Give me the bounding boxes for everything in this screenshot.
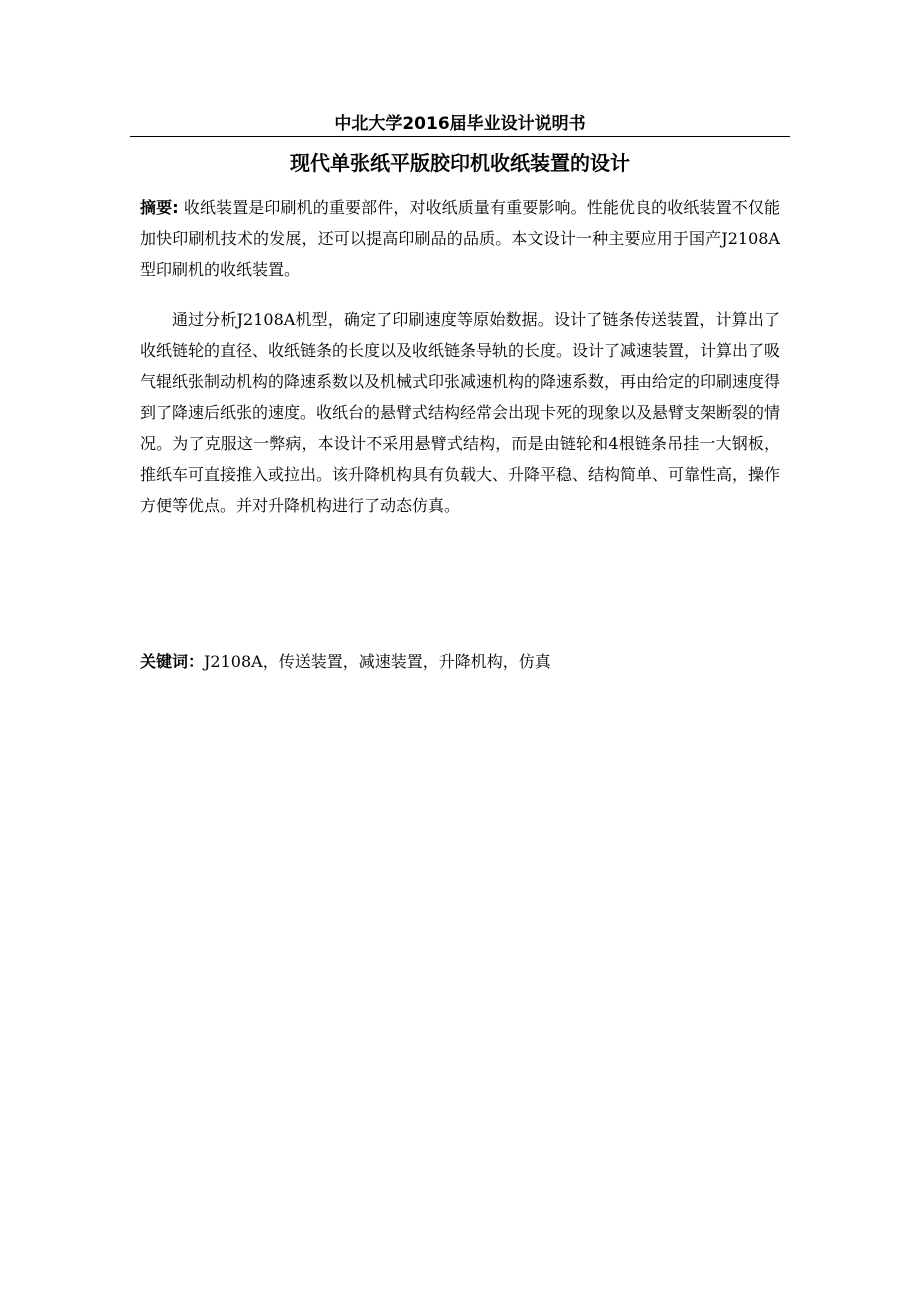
- keywords-label: 关键词：: [140, 652, 205, 671]
- abstract-label: 摘要:: [140, 198, 179, 217]
- abstract-text: 收纸装置是印刷机的重要部件，对收纸质量有重要影响。性能优良的收纸装置不仅能加快印刷机技术的发展，还可以提高印刷品的品质。本文设计一种主要应用于国产J2108A型印刷机的收纸装置。: [140, 198, 780, 279]
- document-title: 现代单张纸平版胶印机收纸装置的设计: [290, 151, 630, 175]
- running-header: 中北大学2016届毕业设计说明书: [334, 114, 586, 134]
- keywords-text: J2108A，传送装置，减速装置，升降机构，仿真: [204, 652, 551, 671]
- keywords-line: [140, 646, 780, 677]
- header-rule: [130, 136, 790, 137]
- abstract-paragraph: [140, 192, 780, 285]
- abstract-body-paragraph: 通过分析J2108A机型，确定了印刷速度等原始数据。设计了链条传送装置，计算出了收纸链轮的直径、收纸链条的长度以及收纸链条导轨的长度。设计了减速装置，计算出了吸气辊纸张制动机构的降速系数以及机械式印张减速机构的降速系数，再由给定的印刷速度得到了降速后纸张的速度。收纸台的悬臂式结构经常会出现卡死的现象以及悬臂支架断裂的情况。为了克服这一弊病，本设计不采用悬臂式结构，而是由链轮和4根链条吊挂一大钢板，推纸车可直接推入或拉出。该升降机构具有负载大、升降平稳、结构简单、可靠性高，操作方便等优点。并对升降机构进行了动态仿真。: [140, 310, 781, 515]
